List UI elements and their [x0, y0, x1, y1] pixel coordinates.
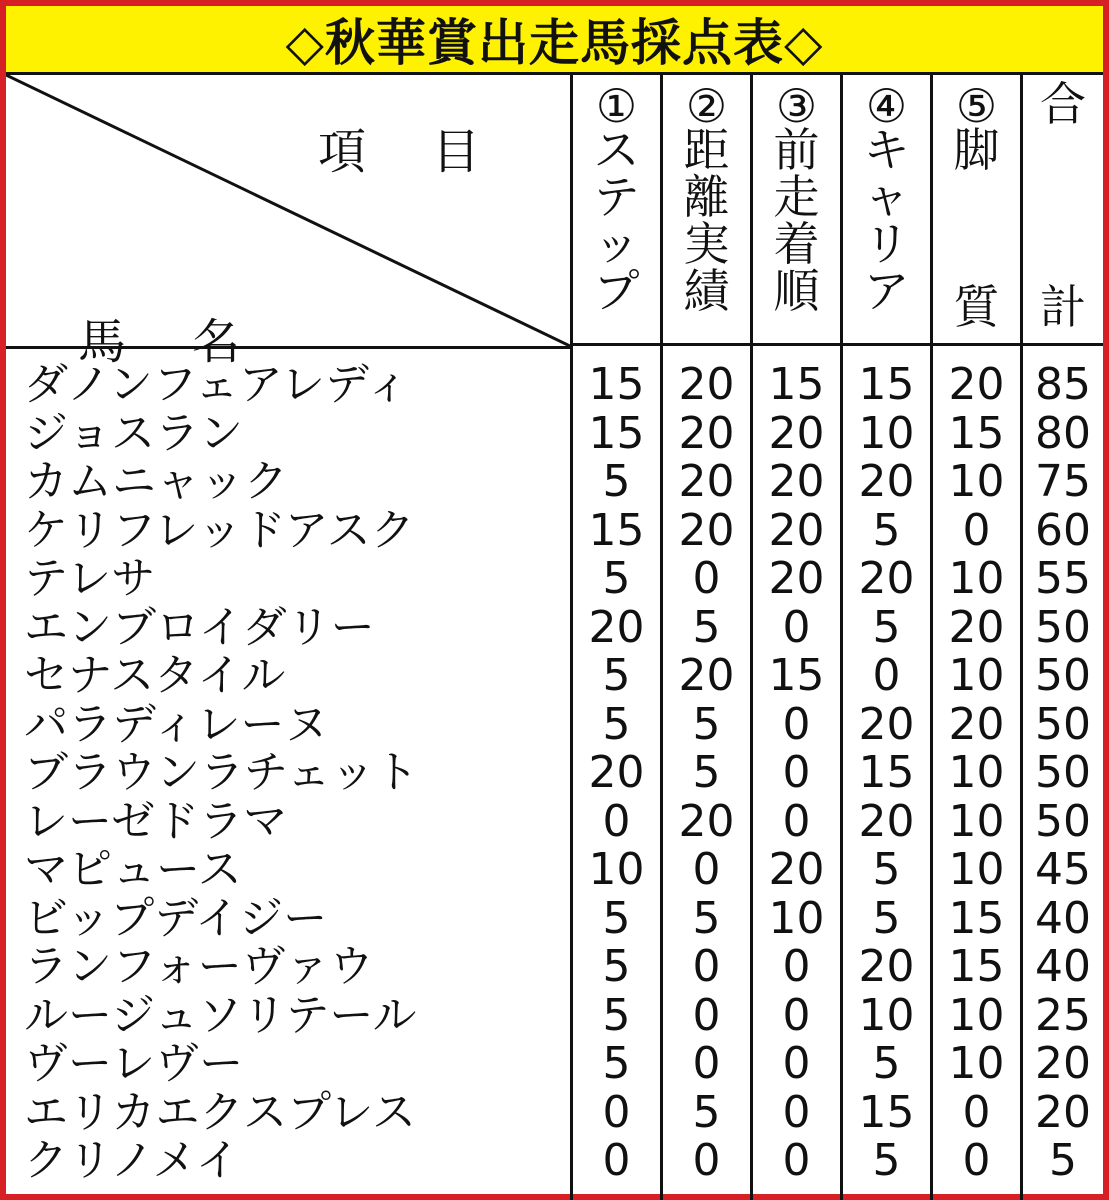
score-leg-quality: 15	[948, 941, 1005, 992]
score-career: 20	[858, 553, 915, 604]
score-total: 25	[1035, 989, 1091, 1041]
score-step: 5	[602, 892, 631, 944]
score-total: 50	[1035, 650, 1091, 701]
column-label-char: 計	[1040, 280, 1086, 334]
horse-name: ブラウンラチェット	[24, 747, 419, 798]
score-step: 5	[602, 989, 631, 1041]
table-row	[6, 1137, 1103, 1186]
column-label-char: ア	[863, 264, 910, 318]
table-row	[6, 1086, 1103, 1138]
score-total: 50	[1035, 795, 1091, 847]
horse-name: ビップデイジー	[24, 892, 328, 944]
column-label-char: 着	[773, 217, 820, 271]
score-step: 5	[602, 553, 631, 604]
score-distance-record: 20	[678, 650, 735, 701]
horse-name-label: 馬名	[78, 314, 307, 370]
horse-name: パラディレーヌ	[24, 698, 329, 750]
column-number: ⑤	[955, 79, 998, 133]
score-total: 20	[1035, 1038, 1091, 1089]
score-last-finish: 15	[768, 650, 825, 701]
column-label-char: ャ	[863, 170, 910, 224]
score-leg-quality: 10	[948, 553, 1005, 604]
score-step: 5	[602, 456, 631, 507]
table-row	[6, 846, 1103, 895]
score-career: 20	[858, 456, 915, 507]
score-last-finish: 0	[782, 989, 811, 1041]
horse-name: ダノンフェアレディ	[24, 359, 410, 410]
score-leg-quality: 10	[948, 795, 1005, 847]
column-label-char: 脚	[953, 123, 1000, 177]
horse-name: ランフォーヴァウ	[24, 941, 374, 992]
table-row	[6, 943, 1103, 992]
score-career: 5	[872, 892, 901, 944]
score-step: 5	[602, 941, 631, 992]
score-step: 20	[588, 601, 645, 653]
column-number: ④	[865, 79, 908, 133]
column-header-total	[1020, 75, 1103, 346]
score-career: 5	[872, 601, 901, 653]
score-career: 5	[872, 1038, 901, 1089]
table-row	[6, 652, 1103, 701]
score-distance-record: 0	[692, 553, 721, 604]
horse-name: エリカエクスプレス	[24, 1086, 417, 1138]
score-last-finish: 20	[768, 407, 825, 459]
horse-name: クリノメイ	[24, 1135, 240, 1186]
score-last-finish: 0	[782, 698, 811, 750]
column-label-char: 順	[773, 264, 820, 318]
score-career: 0	[872, 650, 901, 701]
score-last-finish: 20	[768, 844, 825, 895]
corner-header	[6, 75, 570, 370]
horse-name: セナスタイル	[24, 650, 286, 701]
table-row	[6, 892, 1103, 944]
score-total: 55	[1035, 553, 1091, 604]
score-distance-record: 5	[692, 601, 721, 653]
column-label-char: 実	[683, 217, 730, 271]
column-header-leg-quality	[930, 75, 1020, 346]
score-last-finish: 20	[768, 456, 825, 507]
table-row	[6, 795, 1103, 847]
column-label-char: テ	[593, 170, 640, 224]
score-distance-record: 0	[692, 844, 721, 895]
column-label-char: 距	[683, 123, 730, 177]
score-distance-record: 20	[678, 456, 735, 507]
horse-name: ジョスラン	[24, 407, 244, 459]
score-leg-quality: 20	[948, 359, 1005, 410]
table-row	[6, 407, 1103, 459]
score-last-finish: 20	[768, 553, 825, 604]
score-distance-record: 5	[692, 747, 721, 798]
table-row	[6, 555, 1103, 604]
score-last-finish: 0	[782, 747, 811, 798]
column-label-char: プ	[593, 264, 640, 318]
column-label-char: 前	[773, 123, 820, 177]
column-header-distance-record	[660, 75, 750, 346]
column-number: ②	[685, 79, 728, 133]
score-leg-quality: 10	[948, 989, 1005, 1041]
table-row	[6, 504, 1103, 556]
score-distance-record: 0	[692, 1135, 721, 1186]
score-total: 85	[1035, 359, 1091, 410]
horse-name: カムニャック	[24, 456, 288, 507]
column-label-char: 質	[953, 280, 1000, 334]
score-career: 20	[858, 698, 915, 750]
score-step: 0	[602, 1135, 631, 1186]
column-label-char: 合	[1040, 77, 1086, 131]
score-step: 20	[588, 747, 645, 798]
score-total: 20	[1035, 1086, 1091, 1138]
column-label-char: 離	[683, 170, 730, 224]
table-row	[6, 1040, 1103, 1089]
score-last-finish: 0	[782, 941, 811, 992]
score-distance-record: 20	[678, 504, 735, 556]
horse-name: レーゼドラマ	[24, 795, 288, 847]
score-total: 40	[1035, 892, 1091, 944]
score-last-finish: 0	[782, 1135, 811, 1186]
score-career: 15	[858, 359, 915, 410]
score-leg-quality: 10	[948, 1038, 1005, 1089]
score-career: 15	[858, 747, 915, 798]
score-career: 5	[872, 504, 901, 556]
score-leg-quality: 20	[948, 698, 1005, 750]
column-label-char: キ	[863, 123, 910, 177]
score-distance-record: 20	[678, 359, 735, 410]
table-row	[6, 458, 1103, 507]
table-row	[6, 361, 1103, 410]
score-last-finish: 15	[768, 359, 825, 410]
score-last-finish: 10	[768, 892, 825, 944]
score-step: 10	[588, 844, 645, 895]
score-step: 15	[588, 407, 645, 459]
column-header-career	[840, 75, 930, 346]
table-row	[6, 989, 1103, 1041]
score-total: 50	[1035, 698, 1091, 750]
horse-name: エンブロイダリー	[24, 601, 375, 653]
score-leg-quality: 10	[948, 650, 1005, 701]
column-label-char: ッ	[593, 217, 640, 271]
score-step: 5	[602, 698, 631, 750]
column-header-last-finish	[750, 75, 840, 346]
score-distance-record: 5	[692, 892, 721, 944]
score-leg-quality: 0	[962, 1135, 991, 1186]
score-leg-quality: 10	[948, 747, 1005, 798]
score-leg-quality: 20	[948, 601, 1005, 653]
score-step: 15	[588, 359, 645, 410]
score-leg-quality: 0	[962, 1086, 991, 1138]
horse-name: マピュース	[24, 844, 242, 895]
score-last-finish: 0	[782, 601, 811, 653]
score-career: 15	[858, 1086, 915, 1138]
column-number: ①	[595, 79, 638, 133]
horse-name: ケリフレッドアスク	[24, 504, 415, 556]
column-header-step	[570, 75, 660, 346]
score-career: 10	[858, 989, 915, 1041]
score-distance-record: 20	[678, 407, 735, 459]
column-label-char: 績	[683, 264, 730, 318]
score-career: 20	[858, 795, 915, 847]
table-title: ◇秋華賞出走馬採点表◇	[6, 6, 1103, 75]
score-distance-record: 0	[692, 941, 721, 992]
score-distance-record: 0	[692, 1038, 721, 1089]
score-career: 5	[872, 844, 901, 895]
score-total: 60	[1035, 504, 1091, 556]
score-leg-quality: 10	[948, 456, 1005, 507]
score-total: 80	[1035, 407, 1091, 459]
score-distance-record: 5	[692, 1086, 721, 1138]
horse-name: テレサ	[24, 553, 156, 604]
score-career: 20	[858, 941, 915, 992]
table-row	[6, 601, 1103, 653]
score-total: 45	[1035, 844, 1091, 895]
item-label: 項目	[318, 124, 547, 180]
column-label-char: 走	[773, 170, 820, 224]
score-distance-record: 5	[692, 698, 721, 750]
score-last-finish: 0	[782, 795, 811, 847]
table-row	[6, 698, 1103, 750]
score-total: 75	[1035, 456, 1091, 507]
column-label-char: ス	[593, 123, 640, 177]
score-total: 50	[1035, 601, 1091, 653]
table-row	[6, 749, 1103, 798]
score-distance-record: 20	[678, 795, 735, 847]
score-total: 40	[1035, 941, 1091, 992]
score-step: 5	[602, 650, 631, 701]
score-leg-quality: 10	[948, 844, 1005, 895]
score-step: 0	[602, 1086, 631, 1138]
score-last-finish: 20	[768, 504, 825, 556]
score-leg-quality: 0	[962, 504, 991, 556]
score-leg-quality: 15	[948, 892, 1005, 944]
score-total: 5	[1049, 1135, 1077, 1186]
score-step: 15	[588, 504, 645, 556]
horse-name: ヴーレヴー	[24, 1038, 244, 1089]
score-step: 5	[602, 1038, 631, 1089]
score-last-finish: 0	[782, 1086, 811, 1138]
horse-name: ルージュソリテール	[24, 989, 417, 1041]
score-career: 10	[858, 407, 915, 459]
score-career: 5	[872, 1135, 901, 1186]
score-total: 50	[1035, 747, 1091, 798]
score-leg-quality: 15	[948, 407, 1005, 459]
score-distance-record: 0	[692, 989, 721, 1041]
column-label-char: リ	[863, 217, 910, 271]
score-step: 0	[602, 795, 631, 847]
score-last-finish: 0	[782, 1038, 811, 1089]
column-number: ③	[775, 79, 818, 133]
